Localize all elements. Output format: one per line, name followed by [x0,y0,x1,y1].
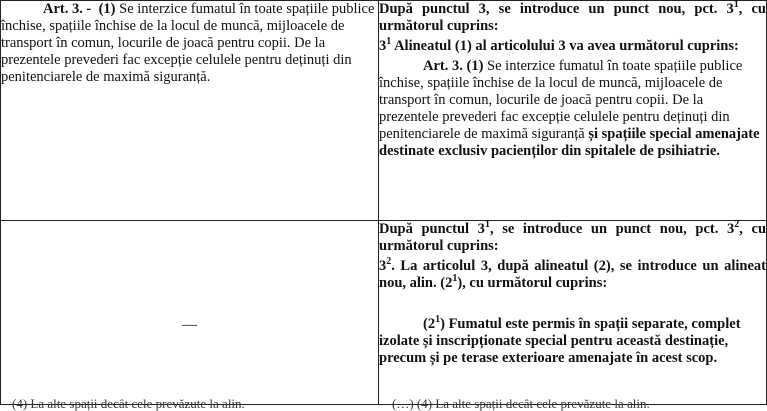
paragraph-label: (1) [98,1,116,17]
table-row [1,221,767,405]
table-row [1,1,767,221]
point-heading: $3^1$ Alineatul (1) al articolului 3 va avea următorul cuprins: [379,36,739,54]
cutoff-left-text: (4) La alte spații decât cele prevăzute la alin. [12,396,245,411]
amendment-intro: După punctul 3, se introduce un punct nou, pct. $3^1$, cu următorul cuprins: [379,0,766,34]
article-text: Se interzice fumatul în toate spațiile publice închise, spațiile închise de la locul de muncă, mijloacele de transport în comun, locurile de joacă pentru copii. De la prezentele prevederi fac excepție celulele pentru deținuți din penitenciarele de maximă siguranță. [1,1,375,85]
article-3-current [1,1,378,86]
amendment-cell [379,1,767,221]
current-text-cell [1,1,379,221]
next-row-cutoff [0,396,766,411]
no-text-dash: — [182,317,197,333]
new-paragraph: $(2^1)$ Fumatul este permis în spații separate, complet izolate și inscripționate special pentru această destinație, precum și pe terase exterioare amenajate în acest scop. [379,314,741,366]
empty-current-cell [1,221,379,405]
article-3-amended: Art. 3. (1) Se interzice fumatul în toate spațiile publice închise, spațiile închise de la locul de muncă, mijloacele de transport în comun, locurile de joacă pentru copii. De la prezentele prevederi fac excepție celulele pentru deținuți din penitenciarele de maximă siguranță și spațiile special amenajate destinate exclusiv pacienților din spitalele de psihiatrie. [379,58,760,159]
cutoff-right-text: (…) (4) La alte spații decât cele prevăzute la alin. [392,396,650,411]
amendment-intro: După punctul $3^1$, se introduce un punct nou, pct. $3^2$, cu următorul cuprins: [379,219,767,254]
amendment-cell [379,221,767,405]
article-label: Art. 3. - [43,1,92,17]
point-heading: $3^2$. La articolul 3, după alineatul (2), se introduce un alineat nou, alin. $(2^1)$, cu următorul cuprins: [379,256,766,291]
